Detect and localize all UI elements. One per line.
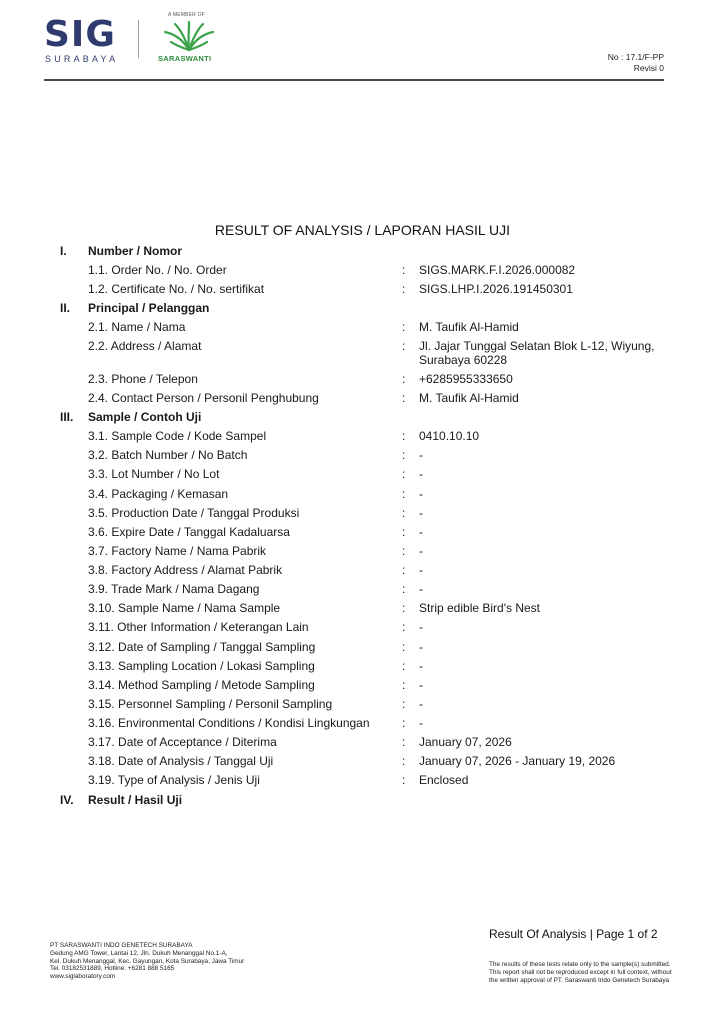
row-label: 3.1. Sample Code / Kode Sampel bbox=[88, 429, 267, 443]
saraswanti-name: SARASWANTI bbox=[158, 54, 212, 63]
row-value: January 07, 2026 - January 19, 2026 bbox=[419, 754, 616, 768]
row-label: 3.12. Date of Sampling / Tanggal Sampling bbox=[88, 640, 316, 654]
row-colon: : bbox=[402, 429, 406, 443]
row-value: - bbox=[419, 582, 423, 596]
document-title: RESULT OF ANALYSIS / LAPORAN HASIL UJI bbox=[214, 222, 511, 238]
row-value: Strip edible Bird's Nest bbox=[419, 601, 541, 615]
row-value: M. Taufik Al-Hamid bbox=[419, 320, 519, 334]
row-colon: : bbox=[402, 544, 406, 558]
row-label: 3.14. Method Sampling / Metode Sampling bbox=[88, 678, 315, 692]
sig-logo-word: SIG bbox=[44, 14, 116, 55]
revision-text: Revisi 0 bbox=[633, 63, 664, 73]
row-label: 3.10. Sample Name / Nama Sample bbox=[88, 601, 281, 615]
disclaimer bbox=[489, 961, 672, 984]
header-rule bbox=[44, 79, 664, 81]
saraswanti-leaf-icon bbox=[161, 20, 217, 52]
logo-divider bbox=[138, 20, 139, 58]
company-line: Gedung AMG Tower, Lantai 12, Jln. Dukuh Menanggal No.1-A, bbox=[50, 949, 228, 957]
row-colon: : bbox=[402, 372, 406, 386]
row-colon: : bbox=[402, 525, 406, 539]
row-value: SIGS.MARK.F.I.2026.000082 bbox=[419, 263, 576, 277]
row-label: 3.5. Production Date / Tanggal Produksi bbox=[88, 506, 300, 520]
row-value: - bbox=[419, 678, 423, 692]
row-label: 3.19. Type of Analysis / Jenis Uji bbox=[88, 773, 260, 787]
company-line: PT SARASWANTI INDO GENETECH SURABAYA bbox=[50, 942, 193, 949]
disclaimer-line: This report shall not be reproduced except in full context, without bbox=[489, 968, 672, 976]
disclaimer-line: The results of these tests relate only to the sample(s) submitted. bbox=[489, 961, 671, 968]
row-label: 3.2. Batch Number / No Batch bbox=[88, 448, 248, 462]
section-title: Number / Nomor bbox=[88, 244, 183, 258]
row-label: 3.15. Personnel Sampling / Personil Sampling bbox=[88, 697, 333, 711]
row-label: 2.3. Phone / Telepon bbox=[88, 372, 198, 386]
row-label: 3.6. Expire Date / Tanggal Kadaluarsa bbox=[88, 525, 290, 539]
section-title: Result / Hasil Uji bbox=[88, 793, 183, 807]
row-value: SIGS.LHP.I.2026.191450301 bbox=[419, 282, 573, 296]
row-label: 3.8. Factory Address / Alamat Pabrik bbox=[88, 563, 283, 577]
row-colon: : bbox=[402, 659, 406, 673]
row-value: - bbox=[419, 467, 423, 481]
row-colon: : bbox=[402, 582, 406, 596]
row-value: - bbox=[419, 620, 423, 634]
row-label: 3.16. Environmental Conditions / Kondisi Lingkungan bbox=[88, 716, 370, 730]
saraswanti-logo bbox=[155, 10, 221, 62]
row-label: 2.2. Address / Alamat bbox=[88, 339, 202, 353]
sig-logo-subtitle: SURABAYA bbox=[45, 54, 119, 64]
row-label: 3.13. Sampling Location / Lokasi Sampling bbox=[88, 659, 315, 673]
row-value: +6285955333650 bbox=[419, 372, 513, 386]
row-colon: : bbox=[402, 448, 406, 462]
row-value: - bbox=[419, 563, 423, 577]
row-colon: : bbox=[402, 773, 406, 787]
row-label: 3.3. Lot Number / No Lot bbox=[88, 467, 220, 481]
row-label: 3.11. Other Information / Keterangan Lain bbox=[88, 620, 309, 634]
row-value: - bbox=[419, 716, 423, 730]
row-colon: : bbox=[402, 620, 406, 634]
row-value: - bbox=[419, 506, 423, 520]
sig-logo bbox=[44, 16, 122, 66]
company-line: Tel. 03182531889, Hotline. +6281 888 5165 bbox=[50, 965, 175, 973]
saraswanti-member-text: A MEMBER OF bbox=[168, 12, 205, 18]
row-label: 1.1. Order No. / No. Order bbox=[88, 263, 227, 277]
row-colon: : bbox=[402, 467, 406, 481]
row-colon: : bbox=[402, 754, 406, 768]
section-number: III. bbox=[60, 410, 74, 424]
section-title: Principal / Pelanggan bbox=[88, 301, 210, 315]
section-title: Sample / Contoh Uji bbox=[88, 410, 202, 424]
row-label: 3.18. Date of Analysis / Tanggal Uji bbox=[88, 754, 274, 768]
row-label: 3.4. Packaging / Kemasan bbox=[88, 487, 229, 501]
row-value: - bbox=[419, 544, 423, 558]
row-value: - bbox=[419, 448, 423, 462]
row-label: 2.4. Contact Person / Personil Penghubung bbox=[88, 391, 319, 405]
row-colon: : bbox=[402, 339, 406, 353]
row-value: - bbox=[419, 640, 423, 654]
row-label: 3.9. Trade Mark / Nama Dagang bbox=[88, 582, 260, 596]
row-colon: : bbox=[402, 487, 406, 501]
row-value: Enclosed bbox=[419, 773, 469, 787]
company-website: www.siglaboratory.com bbox=[50, 973, 116, 981]
row-colon: : bbox=[402, 263, 406, 277]
section-number: IV. bbox=[60, 793, 74, 807]
section-number: II. bbox=[60, 301, 71, 315]
row-value: January 07, 2026 bbox=[419, 735, 512, 749]
row-label: 2.1. Name / Nama bbox=[88, 320, 186, 334]
row-colon: : bbox=[402, 391, 406, 405]
row-label: 1.2. Certificate No. / No. sertifikat bbox=[88, 282, 265, 296]
row-value: M. Taufik Al-Hamid bbox=[419, 391, 519, 405]
row-colon: : bbox=[402, 697, 406, 711]
row-colon: : bbox=[402, 601, 406, 615]
company-line: Kel. Dukuh Menanggal, Kec. Gayungan, Kota Surabaya, Jawa Timur bbox=[50, 957, 245, 965]
document-number bbox=[608, 52, 664, 74]
company-address bbox=[50, 942, 244, 981]
row-colon: : bbox=[402, 716, 406, 730]
row-value: - bbox=[419, 487, 423, 501]
section-number: I. bbox=[60, 244, 67, 258]
disclaimer-line: the written approval of PT. Saraswanti Indo Genetech Surabaya bbox=[489, 976, 670, 984]
row-value: - bbox=[419, 525, 423, 539]
row-value: Jl. Jajar Tunggal Selatan Blok L-12, Wiyung, Surabaya 60228 bbox=[419, 339, 655, 367]
row-label: 3.17. Date of Acceptance / Diterima bbox=[88, 735, 277, 749]
row-value: 0410.10.10 bbox=[419, 429, 480, 443]
row-colon: : bbox=[402, 735, 406, 749]
row-value: - bbox=[419, 659, 423, 673]
doc-no-text: No : 17.1/F-PP bbox=[607, 52, 664, 62]
row-colon: : bbox=[402, 282, 406, 296]
row-colon: : bbox=[402, 320, 406, 334]
row-colon: : bbox=[402, 640, 406, 654]
row-colon: : bbox=[402, 563, 406, 577]
row-label: 3.7. Factory Name / Nama Pabrik bbox=[88, 544, 267, 558]
row-colon: : bbox=[402, 506, 406, 520]
page-label: Result Of Analysis | Page 1 of 2 bbox=[489, 927, 658, 941]
row-colon: : bbox=[402, 678, 406, 692]
row-value: - bbox=[419, 697, 423, 711]
